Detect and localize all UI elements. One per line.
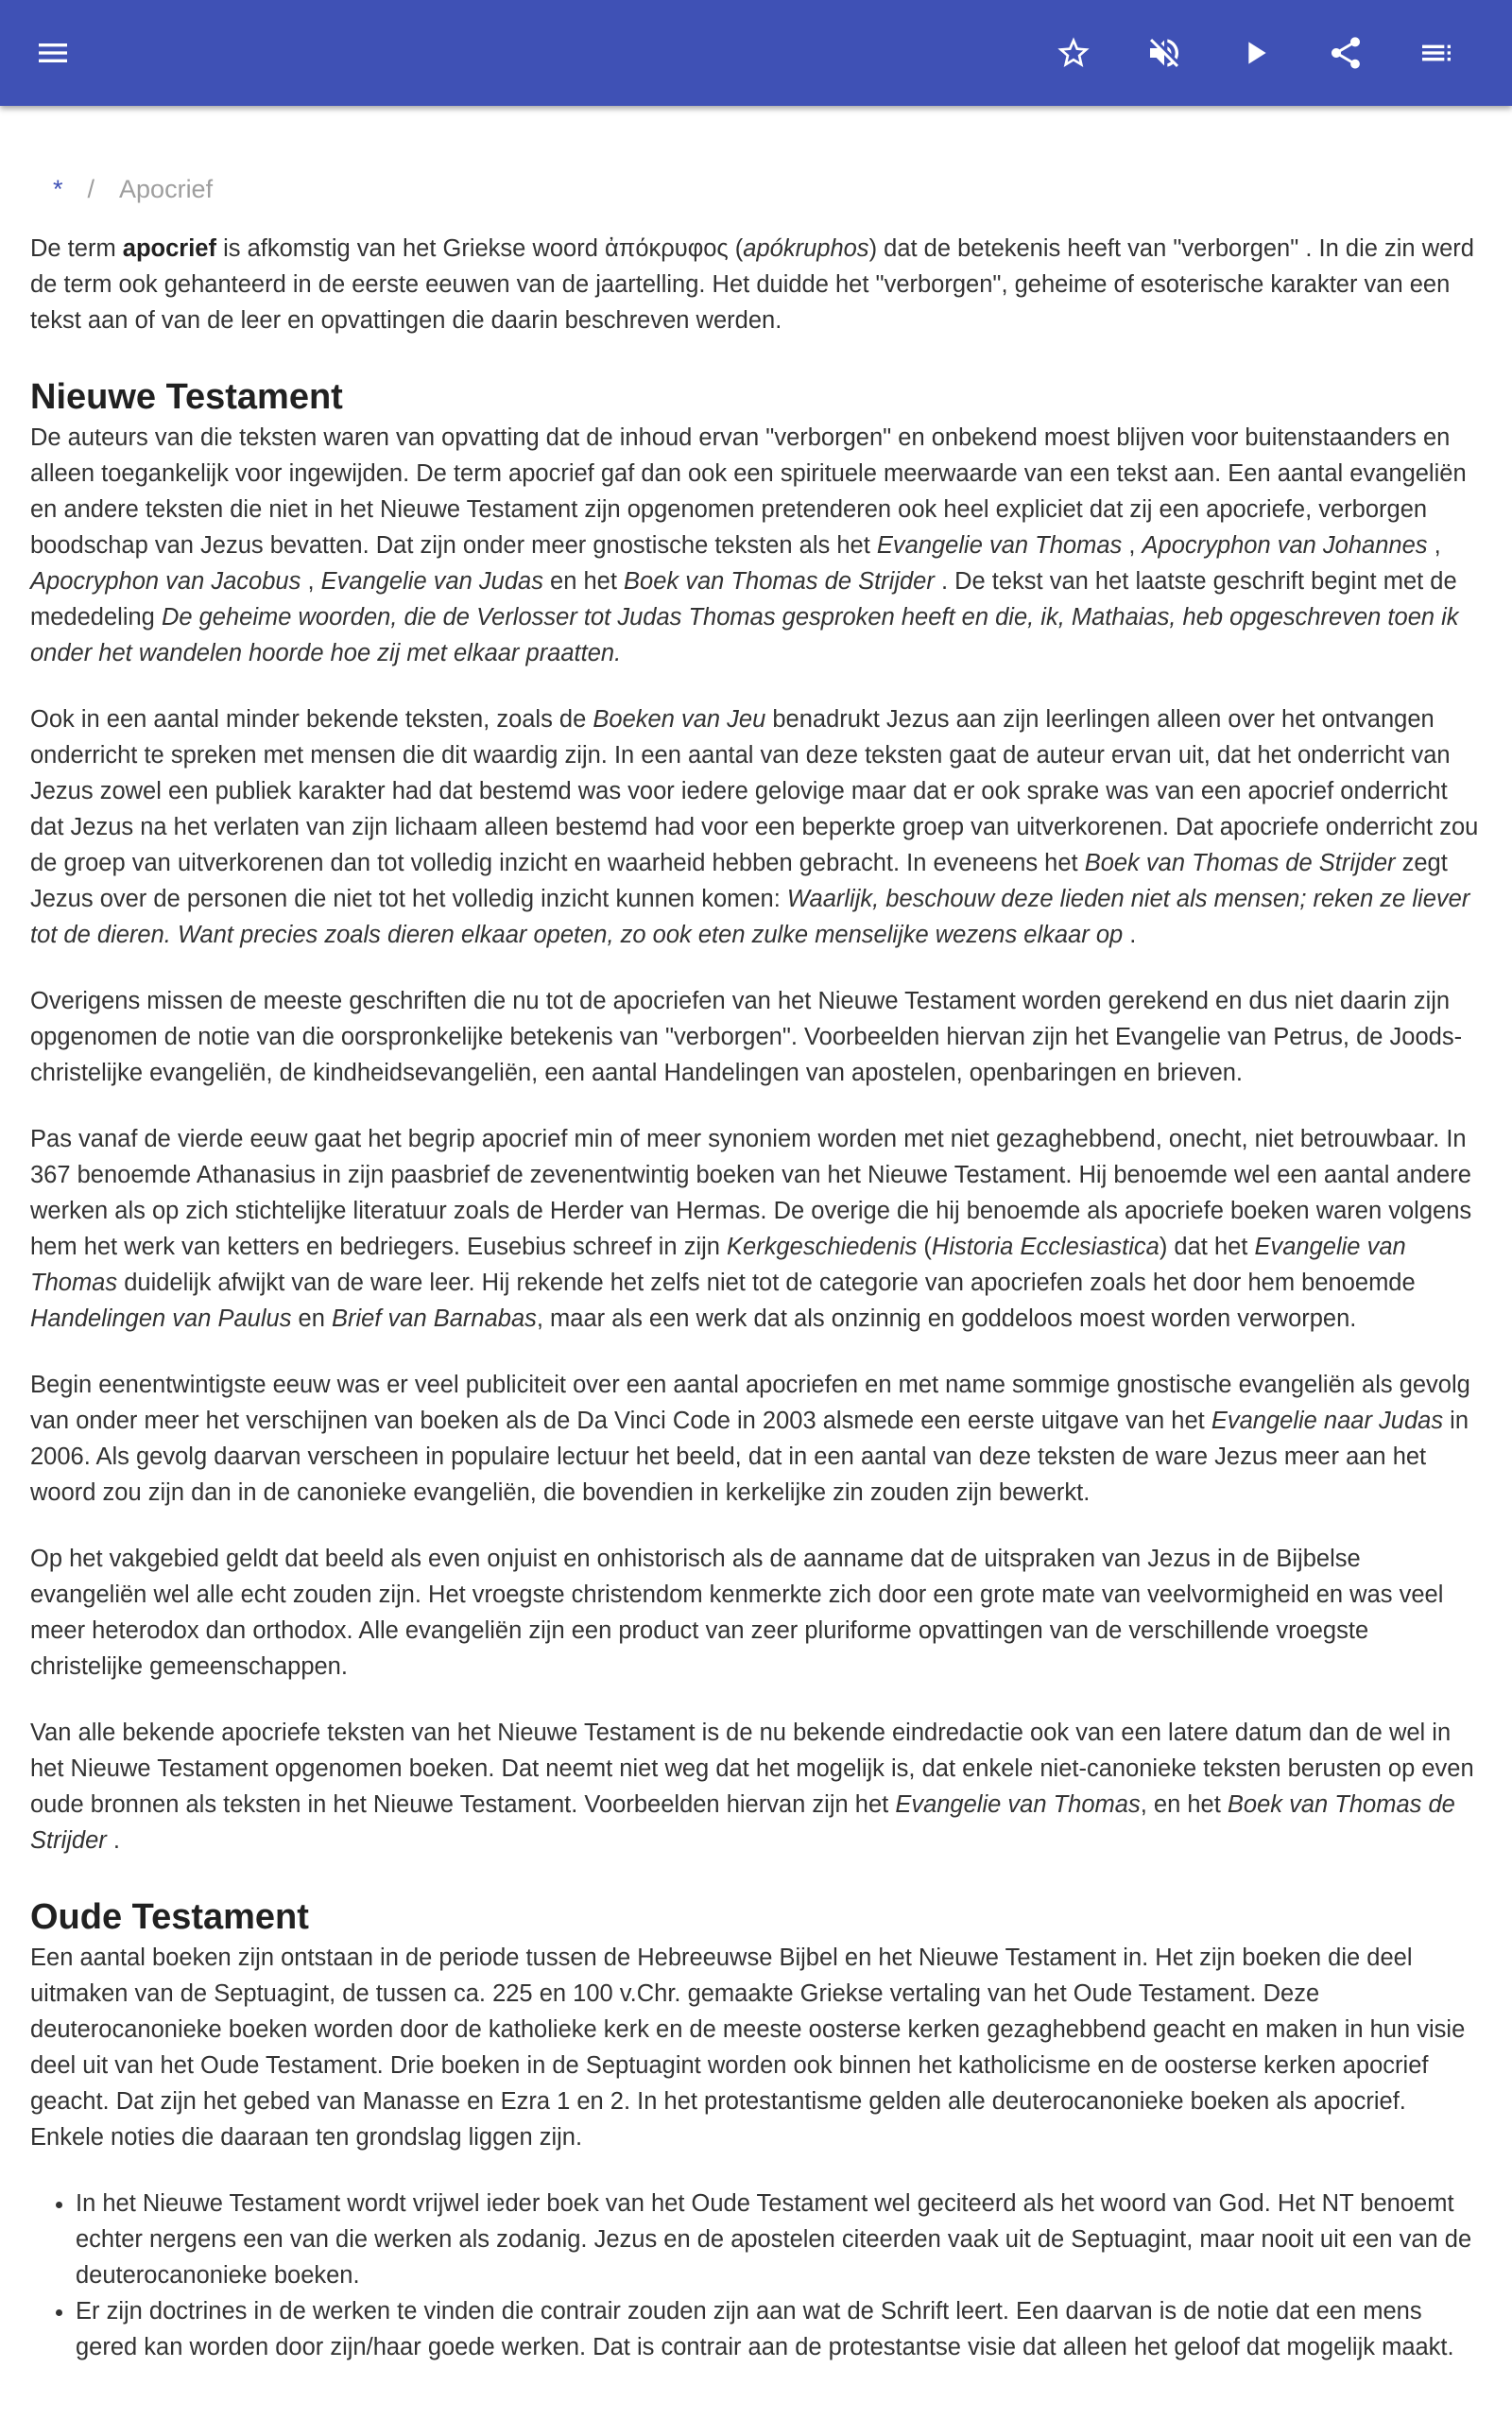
star-outline-icon: [1055, 34, 1092, 72]
share-icon: [1327, 34, 1365, 72]
list-item: • In het Nieuwe Testament wordt vrijwel ieder boek van het Oude Testament wel geciteerd als het woord van God. Het NT benoemt echter nergens een van die werken als zodanig. Jezus en de apostelen citeerden vaak uit de Septuagint, maar nooit uit een van de deuterocanonieke boeken.: [76, 2186, 1482, 2293]
term-apocrief: apocrief: [122, 235, 216, 262]
ot-paragraph-1: Een aantal boeken zijn ontstaan in de periode tussen de Hebreeuwse Bijbel en het Nieuwe Testament in. Het zijn boeken die deel uitmaken van de Septuagint, de tussen ca. 225 en 100 v.Chr. gemaakte Griekse vertaling van het Oude Testament. Deze deuterocanonieke boeken worden door de katholieke kerk en de meeste oosterse kerken gezaghebbend geacht en maken in hun visie deel uit van het Oude Testament. Drie boeken in de Septuagint worden ook binnen het katholicisme en de oosterse kerken apocrief geacht. Dat zijn het gebed van Manasse en Ezra 1 en 2. In het protestantisme gelden alle deuterocanonieke boeken als apocrief. Enkele noties die daaraan ten grondslag liggen zijn.: [30, 1945, 1466, 2151]
article-content: [30, 106, 1482, 2365]
ot-notes-list: [30, 2186, 1482, 2365]
nt-paragraph-6: Op het vakgebied geldt dat beeld als even onjuist en onhistorisch als de aanname dat de uitspraken van Jezus in de Bijbelse evangeliën wel alle echt zouden zijn. Het vroegste christendom kenmerkte zich door een grote mate van veelvormigheid en was veel meer heterodox dan orthodox. Alle evangeliën zijn een product van zeer pluriforme opvattingen van de verschillende vroegste christelijke gemeenschappen.: [30, 1546, 1444, 1680]
nt-paragraph-2: Ook in een aantal minder bekende teksten, zoals de Boeken van Jeu benadrukt Jezus aan zijn leerlingen alleen over het ontvangen onderricht te spreken met mensen die dit waardig zijn. In een aantal van deze teksten gaat de auteur ervan uit, dat het onderricht van Jezus zowel een publiek karakter had dat bestemd was voor iedere gelovige maar dat er ook sprake was van een apocrief onderricht dat Jezus na het verlaten van zijn lichaam alleen bestemd had voor een beperkte groep van uitverkorenen. Dat apocriefe onderricht zou de groep van uitverkorenen dan tot volledig inzicht en waarheid hebben gebracht. In eveneens het Boek van Thomas de Strijder zegt Jezus over de personen die niet tot het volledig inzicht kunnen komen: Waarlijk, beschouw deze lieden niet als mensen; reken ze liever tot de dieren. Want precies zoals dieren elkaar opeten, zo ook eten zulke menselijke wezens elkaar op .: [30, 706, 1479, 948]
menu-icon: [34, 34, 72, 72]
list-item: • Er zijn doctrines in de werken te vinden die contrair zouden zijn aan wat de Schrift leert. Een daarvan is de notie dat een mens gered kan worden door zijn/haar goede werken. Dat is contrair aan de protestantse visie dat alleen het geloof dat mogelijk maakt.: [76, 2293, 1482, 2365]
volume-off-icon: [1145, 34, 1183, 72]
nt-paragraph-4: Pas vanaf de vierde eeuw gaat het begrip apocrief min of meer synoniem worden met niet gezaghebbend, onecht, niet betrouwbaar. In 367 benoemde Athanasius in zijn paasbrief de zevenentwintig boeken van het Nieuwe Testament. Hij benoemde wel een aantal andere werken als op zich stichtelijke literatuur zoals de Herder van Hermas. De overige die hij benoemde als apocriefe boeken waren volgens hem het werk van ketters en bedriegers. Eusebius schreef in zijn Kerkgeschiedenis (Historia Ecclesiastica) dat het Evangelie van Thomas duidelijk afwijkt van de ware leer. Hij rekende het zelfs niet tot de categorie van apocriefen zoals het door hem benoemde Handelingen van Paulus en Brief van Barnabas, maar als een werk dat als onzinnig en goddeloos moest worden verworpen.: [30, 1126, 1472, 1332]
play-icon: [1236, 34, 1274, 72]
breadcrumb: [30, 170, 1482, 208]
nt-paragraph-1: De auteurs van die teksten waren van opvatting dat de inhoud ervan "verborgen" en onbekend moest blijven voor buitenstaanders en alleen toegankelijk voor ingewijden. De term apocrief gaf dan ook een spirituele meerwaarde van een tekst aan. Een aantal evangeliën en andere teksten die niet in het Nieuwe Testament zijn opgenomen pretenderen ook heel expliciet dat zij een apocriefe, verborgen boodschap van Jezus bevatten. Dat zijn onder meer gnostische teksten als het Evangelie van Thomas , Apocryphon van Johannes , Apocryphon van Jacobus , Evangelie van Judas en het Boek van Thomas de Strijder . De tekst van het laatste geschrift begint met de mededeling De geheime woorden, die de Verlosser tot Judas Thomas gesproken heeft en die, ik, Mathaias, heb opgeschreven toen ik onder het wandelen hoorde hoe zij met elkaar praatten.: [30, 424, 1467, 666]
breadcrumb-separator: /: [87, 175, 95, 203]
breadcrumb-current: Apocrief: [119, 175, 214, 203]
nt-paragraph-7: Van alle bekende apocriefe teksten van het Nieuwe Testament is de nu bekende eindredactie ook van een latere datum dan de wel in het Nieuwe Testament opgenomen boeken. Dat neemt niet weg dat het mogelijk is, dat enkele niet-canonieke teksten berusten op even oude bronnen als teksten in het Nieuwe Testament. Voorbeelden hiervan zijn het Evangelie van Thomas, en het Boek van Thomas de Strijder .: [30, 1720, 1474, 1854]
share-button[interactable]: [1314, 21, 1378, 85]
intro-paragraph: De term apocrief is afkomstig van het Griekse woord ἀπόκρυφος (apókruphos) dat de betekenis heeft van "verborgen" . In die zin werd de term ook gehanteerd in de eerste eeuwen van de jaartelling. Het duidde het "verborgen", geheime of esoterische karakter van een tekst aan of van de leer en opvattingen die daarin beschreven werden.: [30, 235, 1474, 334]
section-heading-nieuwe-testament: Nieuwe Testament: [30, 377, 343, 417]
play-button[interactable]: [1223, 21, 1287, 85]
app-bar: [0, 0, 1512, 106]
table-of-contents-button[interactable]: [1404, 21, 1469, 85]
breadcrumb-home-link[interactable]: *: [53, 175, 63, 203]
bookmark-button[interactable]: [1041, 21, 1106, 85]
nt-paragraph-3: Overigens missen de meeste geschriften die nu tot de apocriefen van het Nieuwe Testament worden gerekend en dus niet daarin zijn opgenomen de notie van die oorspronkelijke betekenis van "verborgen". Voorbeelden hiervan zijn het Evangelie van Petrus, de Joods-christelijke evangeliën, de kindheidsevangeliën, een aantal Handelingen van apostelen, openbaringen en brieven.: [30, 988, 1463, 1086]
toc-list-icon: [1418, 34, 1455, 72]
menu-button[interactable]: [21, 21, 85, 85]
nt-paragraph-5: Begin eenentwintigste eeuw was er veel publiciteit over een aantal apocriefen en met name sommige gnostische evangeliën als gevolg van onder meer het verschijnen van boeken als de Da Vinci Code in 2003 alsmede een eerste uitgave van het Evangelie naar Judas in 2006. Als gevolg daarvan verscheen in populaire lectuur het beeld, dat in een aantal van deze teksten de ware Jezus meer aan het woord zou zijn dan in de canonieke evangeliën, die bovendien in kerkelijke zin zouden zijn bewerkt.: [30, 1372, 1470, 1506]
mute-button[interactable]: [1132, 21, 1196, 85]
section-heading-oude-testament: Oude Testament: [30, 1897, 309, 1937]
